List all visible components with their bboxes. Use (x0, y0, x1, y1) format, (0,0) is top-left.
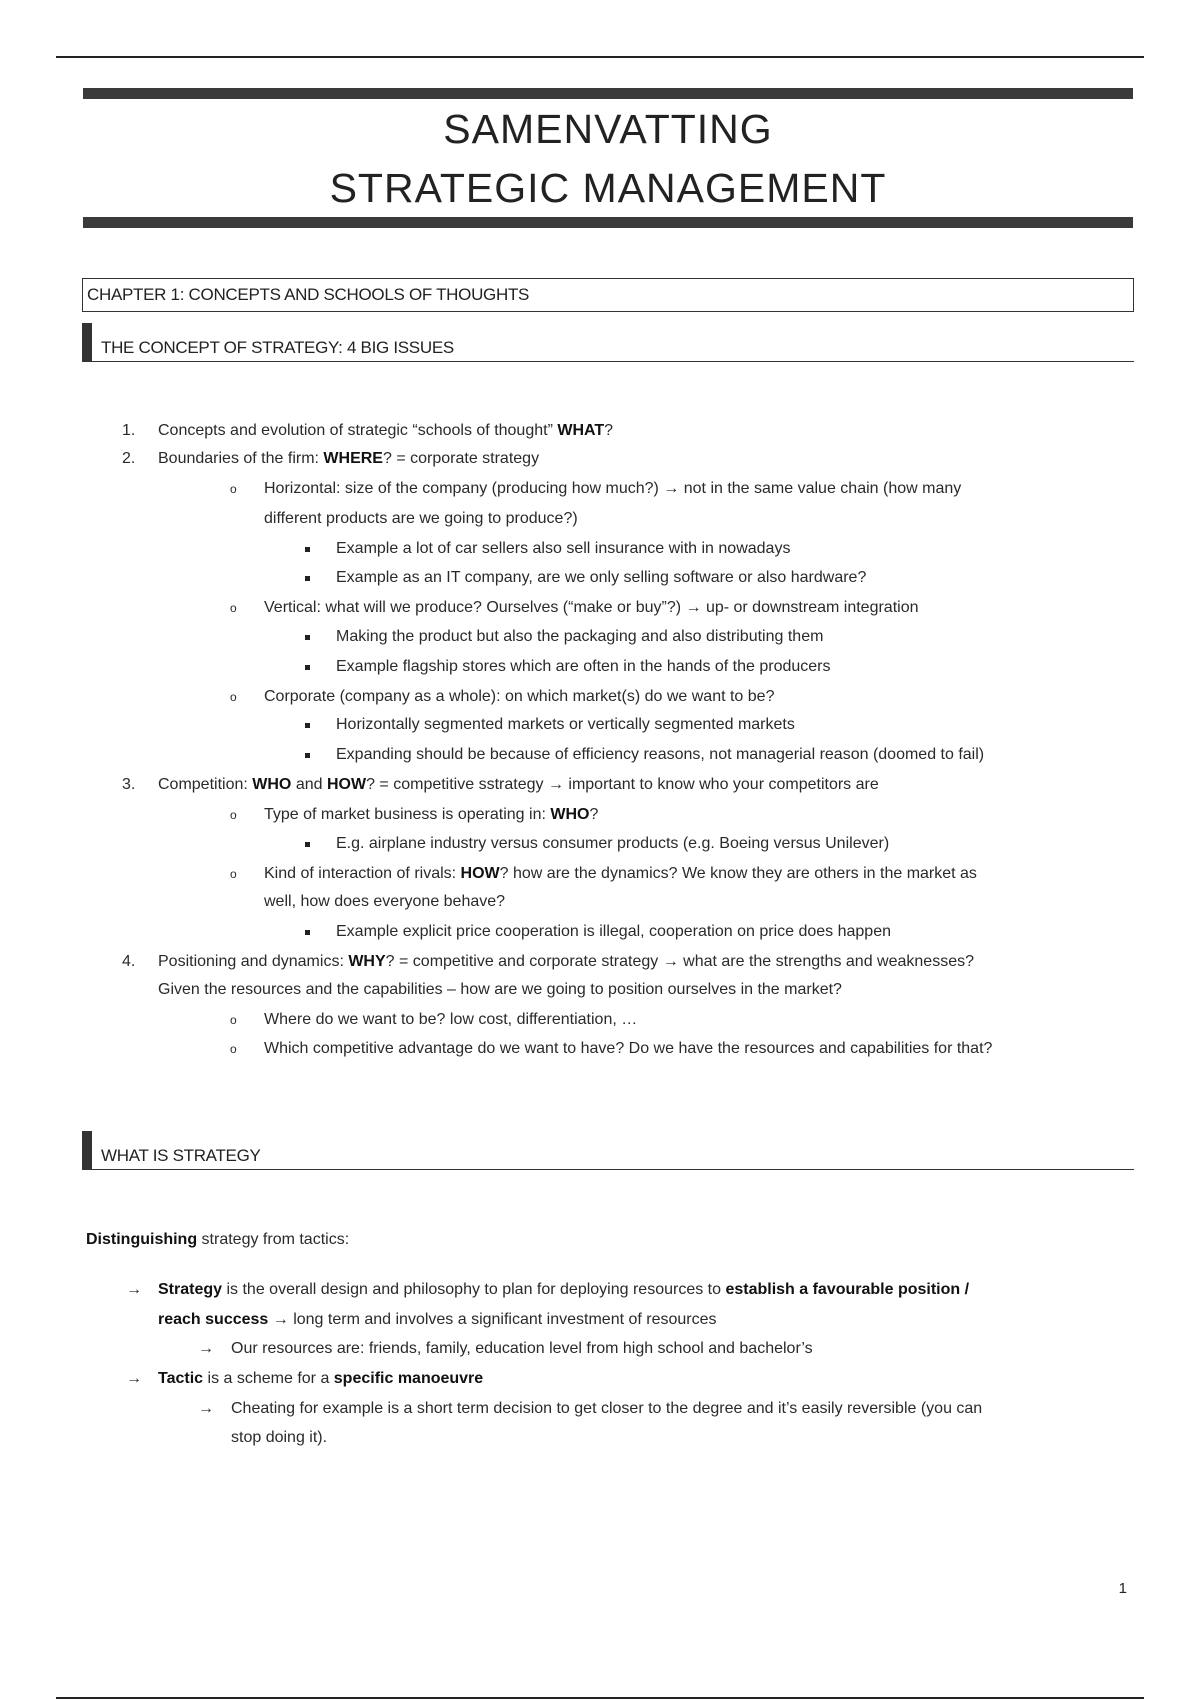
square-bullet-icon (305, 930, 310, 935)
circle-bullet-icon: o (230, 808, 237, 822)
list-item-continuation: different products are we going to produce?) (264, 510, 578, 527)
arrow-icon: → (126, 1370, 142, 1387)
circle-bullet-icon: o (230, 690, 237, 704)
strategy-sub-point: Our resources are: friends, family, education level from high school and bachelor’s (231, 1340, 813, 1357)
square-bullet-icon (305, 635, 310, 640)
list-item: Vertical: what will we produce? Ourselves (“make or buy”?) → up- or downstream integration (264, 599, 919, 616)
list-item: Competition: WHO and HOW? = competitive sstrategy → important to know who your competitors are (158, 776, 879, 793)
square-bullet-icon (305, 723, 310, 728)
section-heading-concept (82, 323, 1134, 362)
circle-bullet-icon: o (230, 1042, 237, 1056)
square-bullet-icon (305, 547, 310, 552)
list-number: 1. (122, 422, 136, 439)
square-bullet-icon (305, 842, 310, 847)
arrow-icon: → (126, 1281, 142, 1298)
arrow-icon: → (198, 1340, 214, 1357)
list-number: 2. (122, 450, 136, 467)
list-item: Boundaries of the firm: WHERE? = corporate strategy (158, 450, 540, 467)
page-bottom-rule (56, 1697, 1144, 1699)
list-item: Example explicit price cooperation is illegal, cooperation on price does happen (336, 923, 891, 940)
list-number: 3. (122, 776, 136, 793)
square-bullet-icon (305, 576, 310, 581)
title-line-1: SAMENVATTING (443, 106, 773, 152)
tactic-sub-point: Cheating for example is a short term decision to get closer to the degree and it’s easily reversible (you can (231, 1400, 983, 1417)
page-top-rule (56, 56, 1144, 58)
list-item: Example flagship stores which are often in the hands of the producers (336, 658, 831, 675)
list-item: Corporate (company as a whole): on which market(s) do we want to be? (264, 688, 775, 705)
tactic-sub-point-continuation: stop doing it). (231, 1429, 328, 1446)
strategy-definition-continuation: reach success → long term and involves a significant investment of resources (158, 1311, 717, 1328)
list-item: Type of market business is operating in: WHO? (264, 806, 599, 823)
title-bar-upper (83, 88, 1133, 99)
list-item: Expanding should be because of efficiency reasons, not managerial reason (doomed to fail) (336, 746, 985, 763)
list-item: Kind of interaction of rivals: HOW? how are the dynamics? We know they are others in the market as (264, 865, 977, 882)
section-heading-what-is-strategy (82, 1131, 1134, 1170)
list-item: Positioning and dynamics: WHY? = competitive and corporate strategy → what are the strengths and weaknesses? (158, 953, 974, 970)
tactic-definition: Tactic is a scheme for a specific manoeuvre (158, 1370, 484, 1387)
section-marker (82, 1131, 92, 1169)
page-number: 1 (1118, 1580, 1127, 1597)
list-item: Horizontally segmented markets or vertically segmented markets (336, 716, 795, 733)
document-title (83, 100, 1133, 218)
list-item: Making the product but also the packaging and also distributing them (336, 628, 824, 645)
arrow-icon: → (198, 1400, 214, 1417)
circle-bullet-icon: o (230, 1013, 237, 1027)
list-item: E.g. airplane industry versus consumer products (e.g. Boeing versus Unilever) (336, 835, 890, 852)
chapter-heading: CHAPTER 1: CONCEPTS AND SCHOOLS OF THOUGHTS (82, 278, 1134, 312)
list-item: Where do we want to be? low cost, differentiation, … (264, 1011, 638, 1028)
list-item: Concepts and evolution of strategic “schools of thought” WHAT? (158, 422, 614, 439)
circle-bullet-icon: o (230, 867, 237, 881)
list-item: Which competitive advantage do we want to have? Do we have the resources and capabilities for that? (264, 1040, 993, 1057)
strategy-definition: Strategy is the overall design and philosophy to plan for deploying resources to establish a favourable position / (158, 1281, 970, 1298)
title-line-2: STRATEGIC MANAGEMENT (329, 165, 887, 211)
list-item: Example a lot of car sellers also sell insurance with in nowadays (336, 540, 791, 557)
circle-bullet-icon: o (230, 482, 237, 496)
circle-bullet-icon: o (230, 601, 237, 615)
square-bullet-icon (305, 665, 310, 670)
section-title: WHAT IS STRATEGY (101, 1146, 261, 1165)
list-number: 4. (122, 953, 136, 970)
list-item: Horizontal: size of the company (producing how much?) → not in the same value chain (how many (264, 480, 962, 497)
section-title: THE CONCEPT OF STRATEGY: 4 BIG ISSUES (101, 338, 454, 357)
list-item: Example as an IT company, are we only selling software or also hardware? (336, 569, 867, 586)
square-bullet-icon (305, 753, 310, 758)
section-marker (82, 323, 92, 361)
list-item-continuation: Given the resources and the capabilities – how are we going to position ourselves in the market? (158, 981, 842, 998)
list-item-continuation: well, how does everyone behave? (264, 893, 506, 910)
title-bar-lower (83, 217, 1133, 228)
intro-text: Distinguishing strategy from tactics: (86, 1231, 350, 1248)
